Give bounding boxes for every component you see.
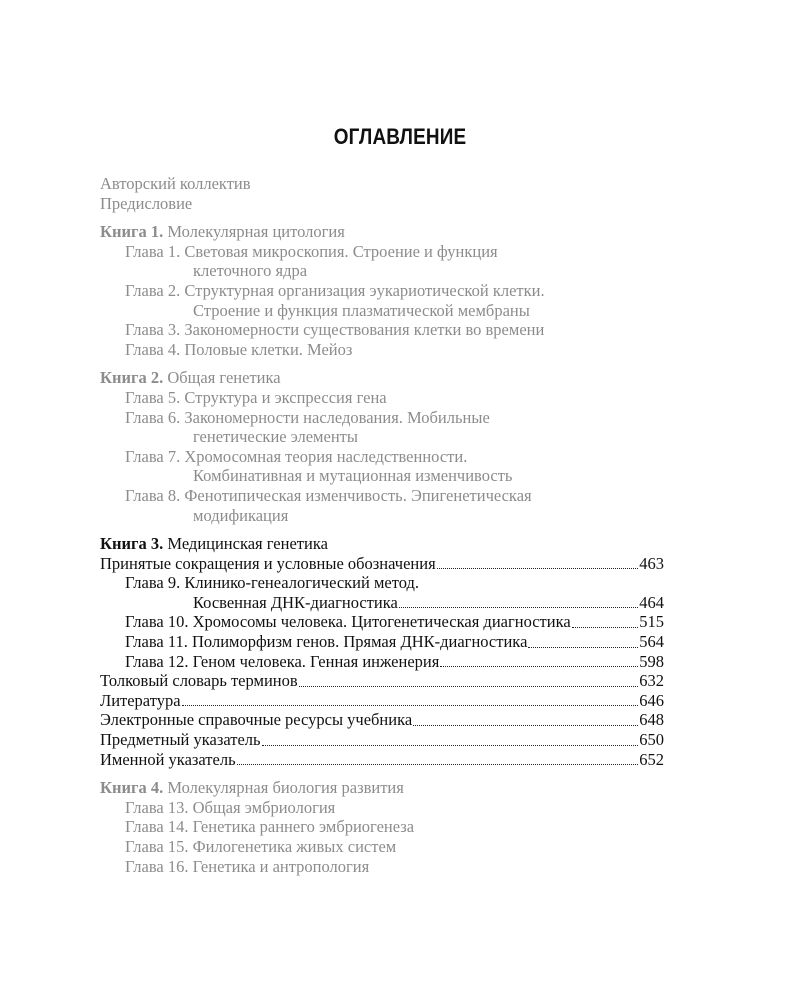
entry-text: Глава 10. Хромосомы человека. Цитогенетическая диагностика — [125, 612, 571, 632]
entry-text: Предисловие — [100, 193, 193, 213]
chapter-title: клеточного ядра — [193, 261, 308, 281]
chapter-title: Фенотипическая изменчивость. Эпигенетическая — [184, 485, 532, 505]
toc-chapter-1-cont — [100, 261, 664, 281]
page-number: 598 — [639, 651, 664, 671]
entry-text: Принятые сокращения и условные обозначения — [100, 553, 436, 573]
chapter-title: Глава 9. Клинико-генеалогический метод. — [125, 573, 420, 593]
page-number: 564 — [639, 632, 664, 652]
chapter-title: Генетика и антропология — [192, 856, 370, 876]
dot-leader — [262, 741, 639, 746]
dot-leader — [237, 760, 639, 765]
toc-chapter-7-cont — [100, 466, 664, 486]
chapter-number: Глава 6. — [125, 407, 181, 427]
page-number: 515 — [639, 612, 664, 632]
toc-chapter-4[interactable] — [100, 340, 664, 360]
toc-chapter-3[interactable] — [100, 320, 664, 340]
chapter-number: Глава 3. — [125, 320, 181, 340]
toc-chapter-13[interactable] — [100, 798, 664, 818]
toc-chapter-2-cont — [100, 301, 664, 321]
entry-text: Электронные справочные ресурсы учебника — [100, 710, 413, 730]
page-number: 464 — [639, 592, 664, 612]
entry-text: Глава 12. Геном человека. Генная инженерия — [125, 651, 440, 671]
entry-text: Авторский коллектив — [100, 174, 251, 193]
entry-text: Косвенная ДНК-диагностика — [193, 592, 398, 612]
toc-chapter-10[interactable] — [100, 612, 664, 632]
toc-chapter-7[interactable] — [100, 447, 664, 467]
book-1-heading[interactable] — [100, 222, 664, 242]
toc-chapter-9[interactable] — [100, 573, 664, 593]
dot-leader — [299, 682, 639, 687]
chapter-title: Световая микроскопия. Строение и функция — [184, 241, 498, 261]
chapter-number: Глава 2. — [125, 280, 181, 300]
dot-leader — [437, 564, 639, 569]
chapter-number: Глава 14. — [125, 817, 189, 837]
toc-chapter-15[interactable] — [100, 837, 664, 857]
dot-leader — [440, 662, 638, 667]
chapter-title: Генетика раннего эмбриогенеза — [192, 817, 415, 837]
chapter-title: Общая эмбриология — [192, 797, 336, 817]
chapter-number: Глава 4. — [125, 339, 181, 359]
toc-chapter-14[interactable] — [100, 817, 664, 837]
toc-entry-preface[interactable] — [100, 194, 664, 214]
toc-entry-electronic-resources[interactable] — [100, 710, 664, 730]
dot-leader — [182, 701, 639, 706]
toc-chapter-16[interactable] — [100, 857, 664, 877]
entry-text: Толковый словарь терминов — [100, 671, 298, 691]
toc-chapter-2[interactable] — [100, 281, 664, 301]
toc-chapter-1[interactable] — [100, 242, 664, 262]
book-3-heading[interactable] — [100, 534, 664, 554]
chapter-title: Закономерности существования клетки во времени — [184, 320, 545, 340]
chapter-number: Глава 15. — [125, 837, 189, 856]
chapter-title: модификация — [193, 505, 289, 525]
toc-entry-name-index[interactable] — [100, 750, 664, 770]
toc-entry-authors[interactable] — [100, 174, 664, 194]
book-label: Книга 3. — [100, 534, 164, 554]
chapter-title: Закономерности наследования. Мобильные — [184, 407, 490, 427]
chapter-number: Глава 5. — [125, 387, 181, 407]
toc-chapter-8[interactable] — [100, 486, 664, 506]
chapter-number: Глава 1. — [125, 241, 181, 261]
chapter-title: Хромосомная теория наследственности. — [184, 446, 468, 466]
toc-entry-literature[interactable] — [100, 691, 664, 711]
dot-leader — [399, 603, 638, 608]
page-number: 648 — [639, 710, 664, 730]
chapter-title: Половые клетки. Мейоз — [184, 339, 353, 359]
toc-entry-glossary[interactable] — [100, 671, 664, 691]
entry-text: Предметный указатель — [100, 730, 261, 750]
chapter-title: Структурная организация эукариотической клетки. — [184, 280, 545, 300]
toc-chapter-6-cont — [100, 427, 664, 447]
chapter-number: Глава 7. — [125, 446, 181, 466]
chapter-title: генетические элементы — [193, 427, 358, 447]
book-title: Молекулярная цитология — [167, 222, 345, 242]
page-title: ОГЛАВЛЕНИЕ — [333, 124, 467, 149]
entry-text: Литература — [100, 690, 181, 710]
book-4-heading[interactable] — [100, 778, 664, 798]
book-title: Молекулярная биология развития — [167, 778, 404, 798]
page-number: 652 — [639, 749, 664, 769]
page-number: 650 — [639, 730, 664, 750]
book-label: Книга 4. — [100, 778, 164, 798]
chapter-title: Строение и функция плазматической мембраны — [193, 300, 530, 320]
chapter-title: Комбинативная и мутационная изменчивость — [193, 466, 513, 486]
toc-chapter-6[interactable] — [100, 408, 664, 428]
book-label: Книга 2. — [100, 368, 164, 388]
toc-chapter-11[interactable] — [100, 632, 664, 652]
entry-text: Глава 11. Полиморфизм генов. Прямая ДНК-диагностика — [125, 632, 528, 652]
book-title: Медицинская генетика — [167, 534, 328, 554]
page-number: 463 — [639, 553, 664, 573]
chapter-title: Филогенетика живых систем — [192, 837, 397, 856]
toc-chapter-12[interactable] — [100, 652, 664, 672]
dot-leader — [528, 643, 638, 648]
chapter-number: Глава 8. — [125, 485, 181, 505]
toc-entry-abbreviations[interactable] — [100, 554, 664, 574]
toc-chapter-9-cont[interactable] — [100, 593, 664, 613]
dot-leader — [413, 721, 638, 726]
dot-leader — [572, 623, 639, 628]
table-of-contents — [100, 174, 664, 876]
entry-text: Именной указатель — [100, 749, 236, 769]
page-number: 632 — [639, 671, 664, 691]
chapter-title: Структура и экспрессия гена — [184, 387, 387, 407]
chapter-number: Глава 13. — [125, 797, 189, 817]
book-2-heading[interactable] — [100, 368, 664, 388]
chapter-number: Глава 16. — [125, 856, 189, 876]
toc-entry-subject-index[interactable] — [100, 730, 664, 750]
page-number: 646 — [639, 690, 664, 710]
book-title: Общая генетика — [167, 368, 281, 388]
toc-chapter-8-cont — [100, 506, 664, 526]
book-label: Книга 1. — [100, 222, 164, 242]
toc-chapter-5[interactable] — [100, 388, 664, 408]
